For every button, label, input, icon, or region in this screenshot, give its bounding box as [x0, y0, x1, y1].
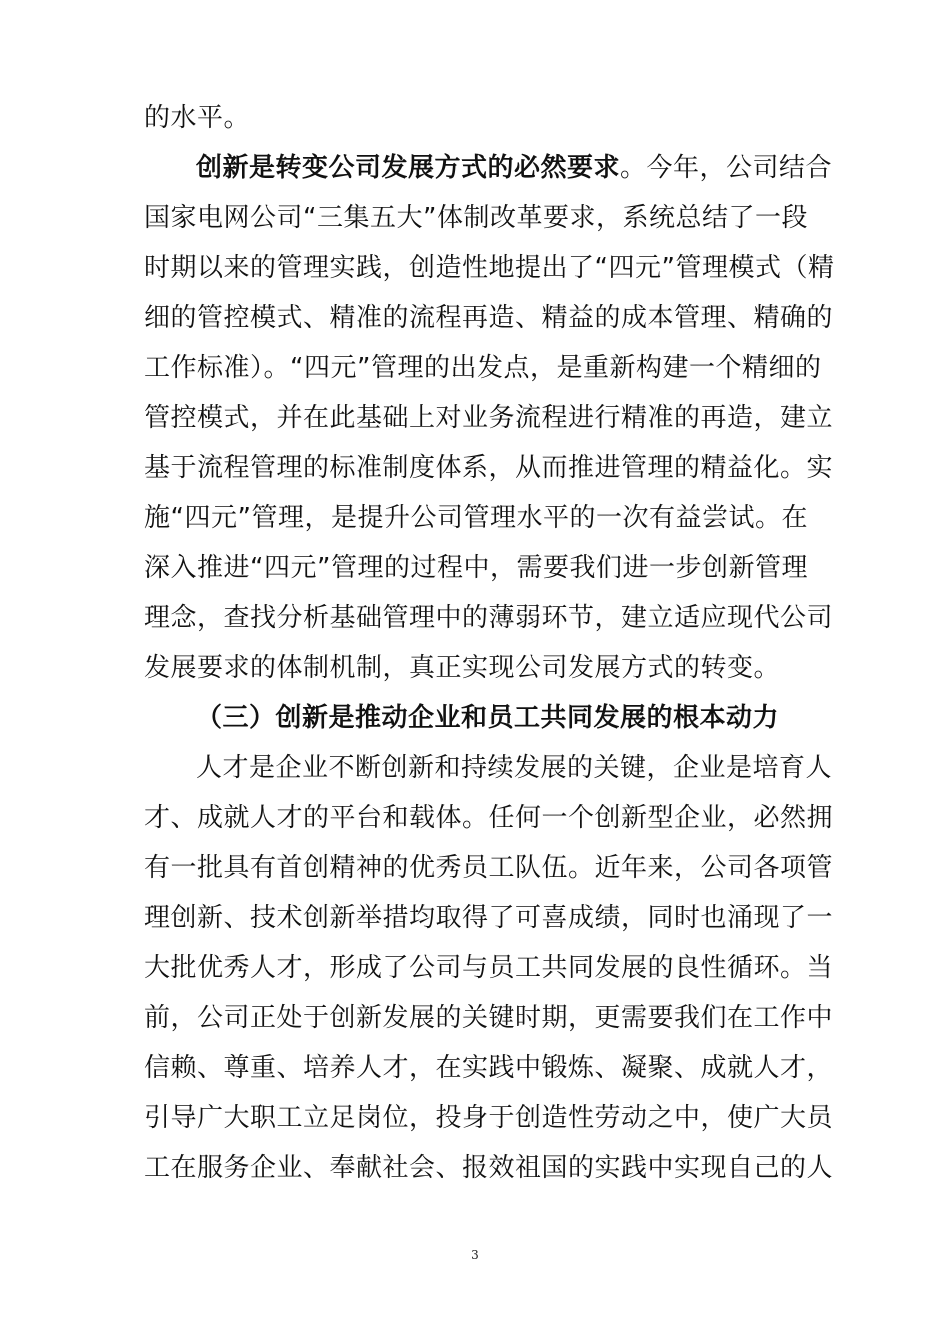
bold-lead-text: 创新是转变公司发展方式的必然要求	[196, 153, 621, 183]
paragraph-line: 工作标准）。“四元”管理的出发点，是重新构建一个精细的	[144, 353, 822, 383]
paragraph-line: 深入推进“四元”管理的过程中，需要我们进一步创新管理	[144, 553, 808, 583]
paragraph-line: 工在服务企业、奉献社会、报效祖国的实践中实现自己的人	[144, 1153, 834, 1183]
paragraph-line: 施“四元”管理，是提升公司管理水平的一次有益尝试。在	[144, 503, 808, 533]
paragraph-line: 时期以来的管理实践，创造性地提出了“四元”管理模式（精	[144, 253, 835, 283]
paragraph-text: 。今年，公司结合	[620, 153, 833, 183]
page-number: 3	[471, 1248, 479, 1262]
paragraph-line: 基于流程管理的标准制度体系，从而推进管理的精益化。实	[144, 453, 834, 483]
paragraph-line: 信赖、尊重、培养人才，在实践中锻炼、凝聚、成就人才，	[144, 1053, 834, 1083]
section-heading: （三）创新是推动企业和员工共同发展的根本动力	[196, 703, 780, 733]
paragraph-line: 国家电网公司“三集五大”体制改革要求，系统总结了一段	[144, 203, 808, 233]
paragraph-line: 有一批具有首创精神的优秀员工队伍。近年来，公司各项管	[144, 853, 834, 883]
paragraph-line	[196, 148, 833, 188]
paragraph-line: 发展要求的体制机制，真正实现公司发展方式的转变。	[144, 653, 781, 683]
paragraph-line: 的水平。	[144, 103, 251, 133]
paragraph-line: 理创新、技术创新举措均取得了可喜成绩，同时也涌现了一	[144, 903, 834, 933]
paragraph-line: 管控模式，并在此基础上对业务流程进行精准的再造，建立	[144, 403, 834, 433]
paragraph-line: 理念，查找分析基础管理中的薄弱环节，建立适应现代公司	[144, 603, 834, 633]
paragraph-line: 大批优秀人才，形成了公司与员工共同发展的良性循环。当	[144, 953, 834, 983]
paragraph-line: 引导广大职工立足岗位，投身于创造性劳动之中，使广大员	[144, 1103, 834, 1133]
paragraph-line: 前，公司正处于创新发展的关键时期，更需要我们在工作中	[144, 1003, 834, 1033]
paragraph-line: 才、成就人才的平台和载体。任何一个创新型企业，必然拥	[144, 803, 834, 833]
paragraph-line: 人才是企业不断创新和持续发展的关键，企业是培育人	[196, 753, 833, 783]
paragraph-line: 细的管控模式、精准的流程再造、精益的成本管理、精确的	[144, 303, 834, 333]
